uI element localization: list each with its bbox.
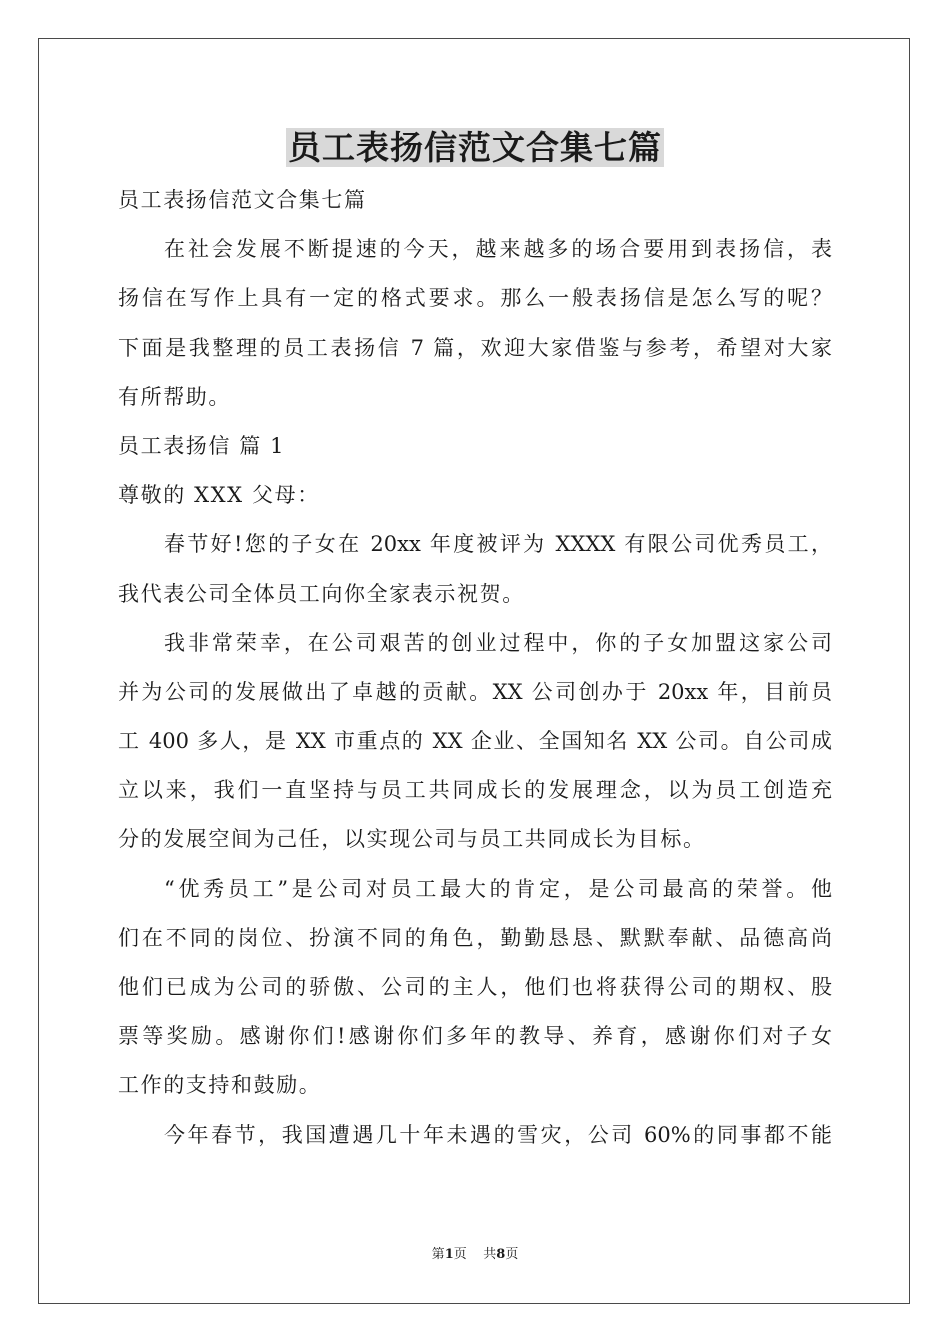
document-title-text: 员工表扬信范文合集七篇 <box>288 128 662 167</box>
text-line: 并为公司的发展做出了卓越的贡献。XX 公司创办于 20xx 年，目前员 <box>118 679 832 704</box>
footer-current-page: 1 <box>444 1247 454 1262</box>
text-line: 工作的支持和鼓励。 <box>118 1073 322 1098</box>
text-line: 尊敬的 XXX 父母： <box>118 483 320 508</box>
text-line: 扬信在写作上具有一定的格式要求。那么一般表扬信是怎么写的呢？ <box>118 286 832 311</box>
text-line: 员工表扬信 篇 1 <box>118 433 286 458</box>
text-line: 我代表公司全体员工向你全家表示祝贺。 <box>118 581 525 606</box>
footer-total-pages: 8 <box>496 1247 506 1262</box>
text-line: 有所帮助。 <box>118 384 231 409</box>
text-line: 分的发展空间为己任，以实现公司与员工共同成长为目标。 <box>118 827 706 852</box>
text-line: 票等奖励。感谢你们!感谢你们多年的教导、养育，感谢你们对子女 <box>118 1024 832 1049</box>
text-line: 员工表扬信范文合集七篇 <box>118 188 367 212</box>
page-footer <box>0 1246 950 1264</box>
footer-prefix: 第 <box>431 1247 445 1262</box>
text-line: 我非常荣幸，在公司艰苦的创业过程中，你的子女加盟这家公司 <box>164 630 832 655</box>
footer-suffix: 页 <box>505 1247 519 1262</box>
text-line: 他们已成为公司的骄傲、公司的主人，他们也将获得公司的期权、股 <box>118 975 832 999</box>
text-line: 下面是我整理的员工表扬信 7 篇，欢迎大家借鉴与参考，希望对大家 <box>118 335 832 360</box>
text-line: “优秀员工”是公司对员工最大的肯定，是公司最高的荣誉。他 <box>164 876 832 901</box>
text-line: 在社会发展不断提速的今天，越来越多的场合要用到表扬信，表 <box>164 237 832 262</box>
text-line: 们在不同的岗位、扮演不同的角色，勤勤恳恳、默默奉献、品德高尚 <box>118 925 832 950</box>
text-line: 立以来，我们一直坚持与员工共同成长的发展理念，以为员工创造充 <box>118 778 832 803</box>
text-line: 今年春节，我国遭遇几十年未遇的雪灾，公司 60%的同事都不能 <box>164 1122 832 1147</box>
document-body <box>118 176 832 1160</box>
text-line: 工 400 多人，是 XX 市重点的 XX 企业、全国知名 XX 公司。自公司成 <box>118 729 832 754</box>
text-line: 春节好!您的子女在 20xx 年度被评为 XXXX 有限公司优秀员工， <box>164 532 832 557</box>
footer-mid: 页 共 <box>453 1247 497 1262</box>
document-title <box>0 126 950 170</box>
